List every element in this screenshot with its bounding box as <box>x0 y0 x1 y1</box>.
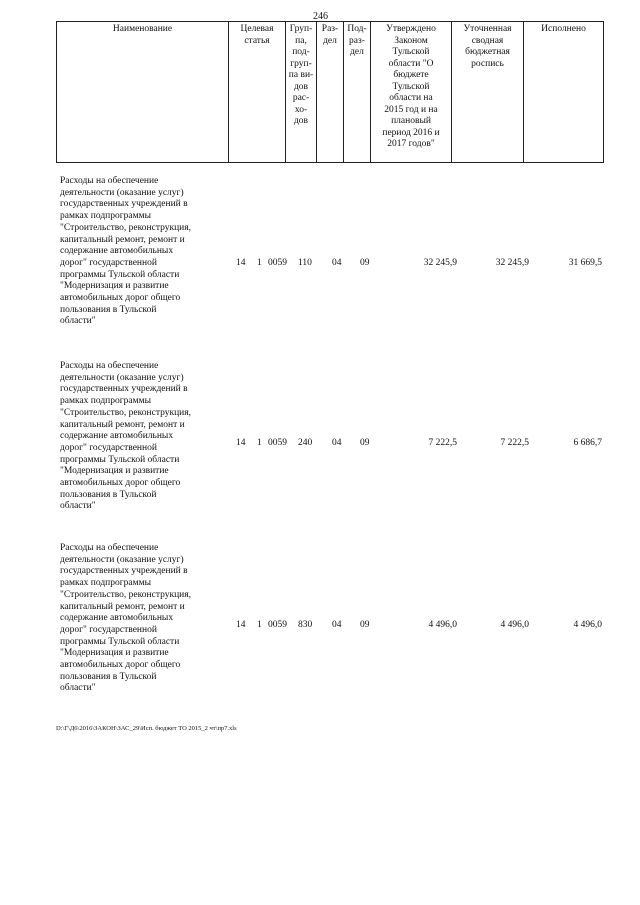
footer-file-path: D:\Г\Д6\2016\ЗАКОН\ЗАС_29\Исп. бюджет ТО 2015_2 чт\пр7.xls <box>56 725 237 732</box>
subsection: 09 <box>360 620 370 630</box>
column-header-expense-group: Груп- па, под- груп- па ви- дов рас- хо- дов <box>286 22 317 163</box>
article-code-a: 14 <box>236 438 246 448</box>
expense-group: 110 <box>298 258 312 268</box>
row-name: Расходы на обеспечение деятельности (оказание услуг) государственных учреждений в рамках подпрограммы "Строительство, реконструкция, капитальный ремонт, ремонт и содержание автомобильных дорог" государственной программы Тульской области "Модернизация и развитие автомобильных дорог общего пользования в Тульской области" <box>60 361 191 512</box>
section: 04 <box>332 620 342 630</box>
approved-amount: 4 496,0 <box>428 620 457 630</box>
column-header-target-article: Целевая статья <box>229 22 286 163</box>
row-name: Расходы на обеспечение деятельности (оказание услуг) государственных учреждений в рамках подпрограммы "Строительство, реконструкция, капитальный ремонт, ремонт и содержание автомобильных дорог" государственной программы Тульской области "Модернизация и развитие автомобильных дорог общего пользования в Тульской области" <box>60 176 191 327</box>
subsection: 09 <box>360 438 370 448</box>
article-code-c: 0059 <box>268 620 287 630</box>
refined-amount: 7 222,5 <box>500 438 529 448</box>
subsection: 09 <box>360 258 370 268</box>
article-code-c: 0059 <box>268 258 287 268</box>
approved-amount: 32 245,9 <box>423 258 457 268</box>
approved-amount: 7 222,5 <box>428 438 457 448</box>
page-number: 246 <box>313 11 328 22</box>
refined-amount: 32 245,9 <box>495 258 529 268</box>
column-header-section: Раз- дел <box>317 22 344 163</box>
section: 04 <box>332 438 342 448</box>
expense-group: 240 <box>298 438 313 448</box>
column-header-approved: Утверждено Законом Тульской области "О бюджете Тульской области на 2015 год и на плановый период 2016 и 2017 годов" <box>371 22 452 163</box>
refined-amount: 4 496,0 <box>500 620 529 630</box>
article-code-a: 14 <box>236 620 246 630</box>
article-code-b: 1 <box>257 258 262 268</box>
article-code-c: 0059 <box>268 438 287 448</box>
executed-amount: 4 496,0 <box>573 620 602 630</box>
column-header-refined: Уточненная сводная бюджетная роспись <box>452 22 524 163</box>
section: 04 <box>332 258 342 268</box>
executed-amount: 6 686,7 <box>573 438 602 448</box>
column-header-name: Наименование <box>57 22 229 163</box>
executed-amount: 31 669,5 <box>568 258 602 268</box>
article-code-b: 1 <box>257 620 262 630</box>
article-code-b: 1 <box>257 438 262 448</box>
column-header-executed: Исполнено <box>524 22 604 163</box>
table-header <box>56 21 604 163</box>
row-name: Расходы на обеспечение деятельности (оказание услуг) государственных учреждений в рамках подпрограммы "Строительство, реконструкция, капитальный ремонт, ремонт и содержание автомобильных дорог" государственной программы Тульской области "Модернизация и развитие автомобильных дорог общего пользования в Тульской области" <box>60 543 191 694</box>
expense-group: 830 <box>298 620 313 630</box>
column-header-subsection: Под- раз- дел <box>344 22 371 163</box>
article-code-a: 14 <box>236 258 246 268</box>
